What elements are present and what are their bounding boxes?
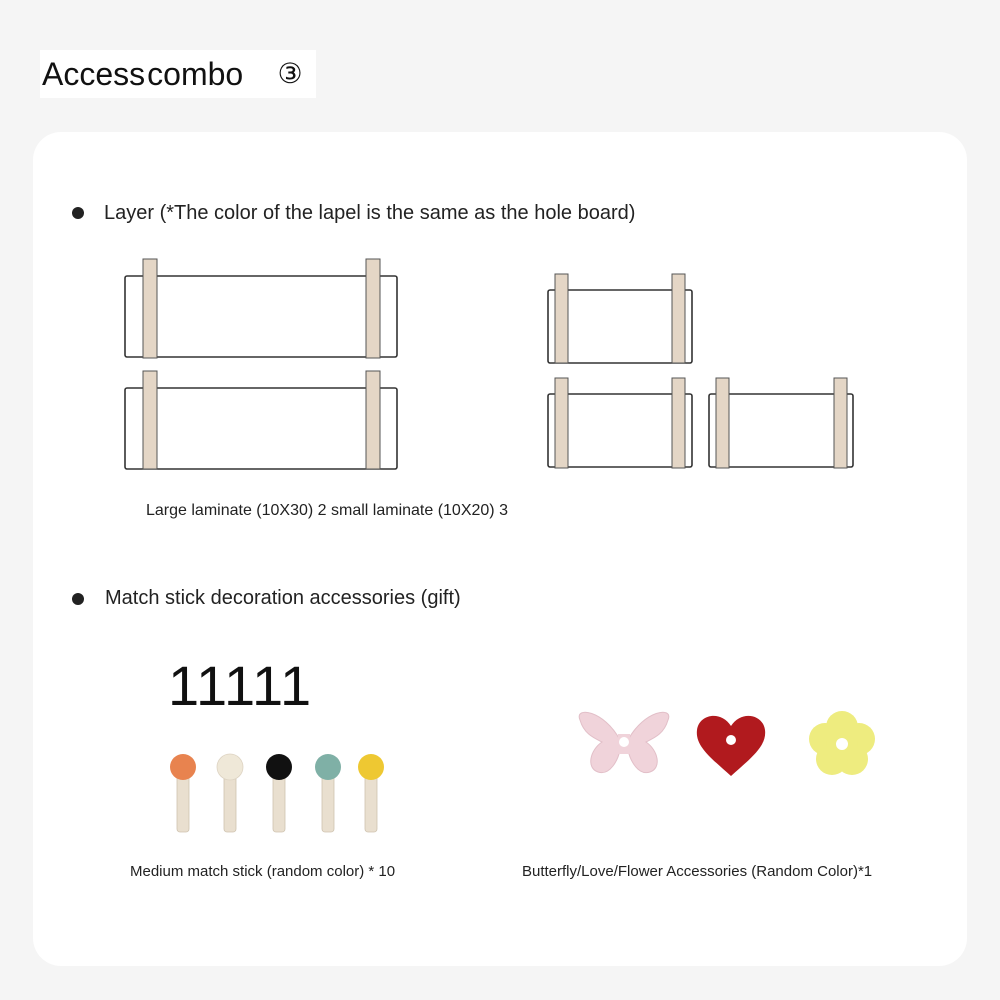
small-laminate-1 bbox=[548, 274, 692, 363]
title-part-access: Access bbox=[42, 56, 146, 92]
accessories-heading: Match stick decoration accessories (gift) bbox=[105, 587, 461, 609]
match-stick-orange bbox=[170, 754, 196, 832]
match-stick-caption: Medium match stick (random color) * 10 bbox=[130, 863, 396, 880]
small-laminate-2 bbox=[548, 378, 692, 468]
title-number-mark: ③ bbox=[268, 50, 312, 98]
bullet-dot-icon bbox=[72, 593, 84, 605]
title-part-combo: combo bbox=[147, 56, 244, 92]
laminate-caption: Large laminate (10X30) 2 small laminate (10X20) 3 bbox=[146, 502, 508, 519]
large-laminate-2 bbox=[125, 371, 397, 469]
layer-heading: Layer (*The color of the lapel is the same as the hole board) bbox=[104, 202, 636, 224]
match-stick-black bbox=[266, 754, 292, 832]
butterfly-icon bbox=[579, 712, 669, 772]
match-sticks bbox=[170, 754, 384, 832]
flower-icon bbox=[809, 711, 875, 775]
match-stick-yellow bbox=[358, 754, 384, 832]
large-laminate-1 bbox=[125, 259, 397, 358]
match-stick-teal bbox=[315, 754, 341, 832]
number-label: 11111 bbox=[168, 648, 382, 724]
match-stick-cream bbox=[217, 754, 243, 832]
heart-icon bbox=[697, 716, 765, 776]
shapes-caption: Butterfly/Love/Flower Accessories (Random Color)*1 bbox=[522, 863, 873, 880]
small-laminate-3 bbox=[709, 378, 853, 468]
